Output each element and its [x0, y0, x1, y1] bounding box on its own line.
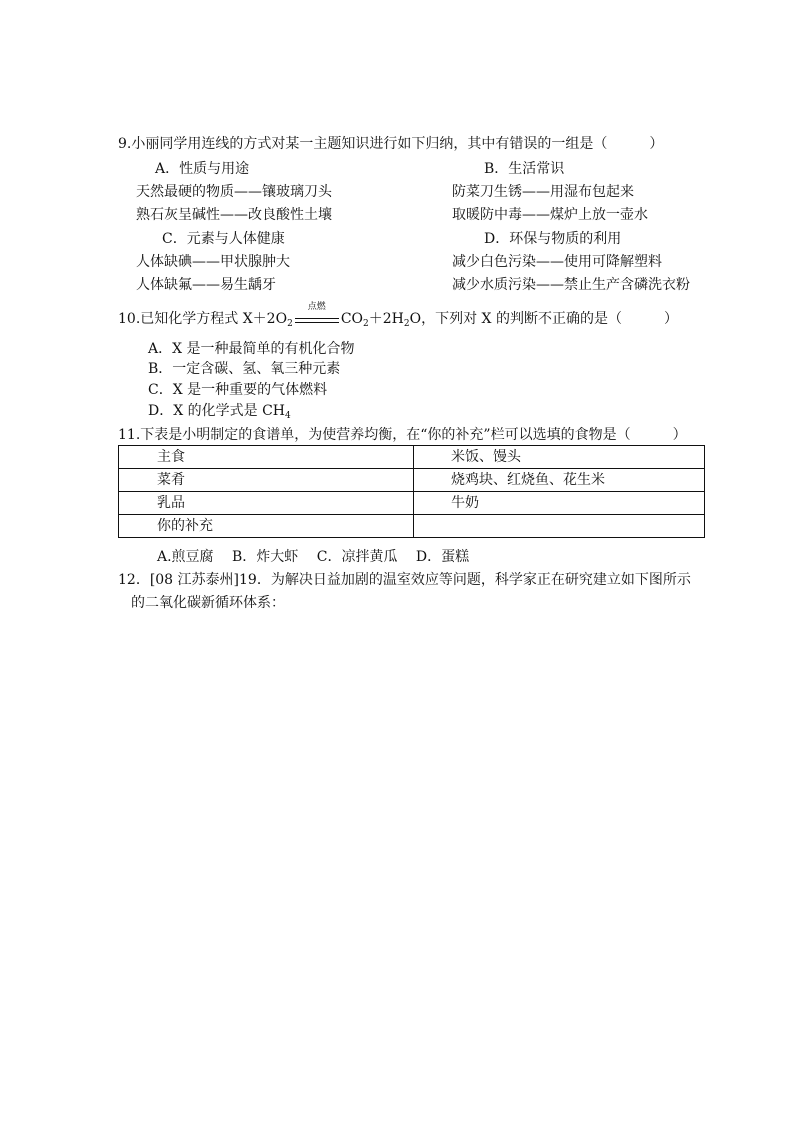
q9-group-c-line2: 人体缺氟——易生龋牙: [136, 277, 276, 293]
table-row: [119, 515, 705, 538]
q9-group-a-line2: 熟石灰呈碱性——改良酸性土壤: [136, 207, 332, 223]
table-cell: 你的补充: [119, 515, 414, 538]
q10-option-d-text: D．X 的化学式是 CH: [148, 403, 286, 419]
q9-group-d-title: D．环保与物质的利用: [484, 231, 622, 247]
menu-table: [118, 445, 705, 538]
q10-co2: CO: [340, 311, 364, 327]
q11-options: A.煎豆腐 B．炸大虾 C．凉拌黄瓜 D．蛋糕: [157, 549, 470, 565]
q12-stem-line2: 的二氧化碳新循环体系：: [131, 595, 285, 611]
q10-option-c: C．X 是一种重要的气体燃料: [148, 382, 328, 398]
table-cell: 牛奶: [414, 492, 705, 515]
q10-option-d: [148, 403, 291, 421]
table-row: [119, 469, 705, 492]
q10-stem-suffix: O，下列对 X 的判断不正确的是（ ）: [409, 311, 678, 327]
table-cell: 乳品: [119, 492, 414, 515]
table-cell: 烧鸡块、红烧鱼、花生米: [414, 469, 705, 492]
table-row: [119, 446, 705, 469]
table-cell: [414, 515, 705, 538]
q10-ch4-subscript: 4: [285, 411, 291, 421]
q11-stem: 11.下表是小明制定的食谱单，为使营养均衡，在“你的补充”栏可以选填的食物是（ ）: [118, 427, 687, 443]
q9-group-b-line1: 防菜刀生锈——用湿布包起来: [452, 184, 634, 200]
q9-stem: 9.小丽同学用连线的方式对某一主题知识进行如下归纳，其中有错误的一组是（ ）: [118, 136, 664, 152]
q10-h2o-subscript: 2: [403, 319, 410, 329]
q9-group-c-line1: 人体缺碘——甲状腺肿大: [136, 254, 290, 270]
q9-group-d-line1: 减少白色污染——使用可降解塑料: [452, 254, 662, 270]
q12-stem-line1: 12．[08 江苏泰州]19．为解决日益加剧的温室效应等问题，科学家正在研究建立如下图所示: [118, 572, 691, 588]
q10-stem-prefix: 10.已知化学方程式 X＋2O: [118, 311, 288, 327]
q10-stem: [118, 302, 678, 329]
q9-group-a-title: A．性质与用途: [155, 161, 250, 177]
q9-group-b-title: B．生活常识: [484, 161, 565, 177]
q9-group-d-line2: 减少水质污染——禁止生产含磷洗衣粉: [452, 277, 690, 293]
q10-h2o-prefix: ＋2H: [368, 311, 404, 327]
q10-option-a: A．X 是一种最简单的有机化合物: [148, 341, 355, 357]
q9-group-a-line1: 天然最硬的物质——镶玻璃刀头: [136, 184, 332, 200]
q10-o2-subscript: 2: [287, 319, 293, 329]
q9-group-c-title: C．元素与人体健康: [162, 231, 285, 247]
q10-reaction-condition: 点燃: [307, 302, 326, 312]
q10-co2-subscript: 2: [363, 319, 369, 329]
q10-option-b: B．一定含碳、氢、氧三种元素: [148, 361, 341, 377]
q10-equals-bars: [295, 318, 339, 323]
table-row: [119, 492, 705, 515]
table-cell: 菜肴: [119, 469, 414, 492]
table-cell: 主食: [119, 446, 414, 469]
q9-group-b-line2: 取暖防中毒——煤炉上放一壶水: [452, 207, 648, 223]
q10-reaction-arrow: [295, 302, 339, 325]
table-cell: 米饭、馒头: [414, 446, 705, 469]
